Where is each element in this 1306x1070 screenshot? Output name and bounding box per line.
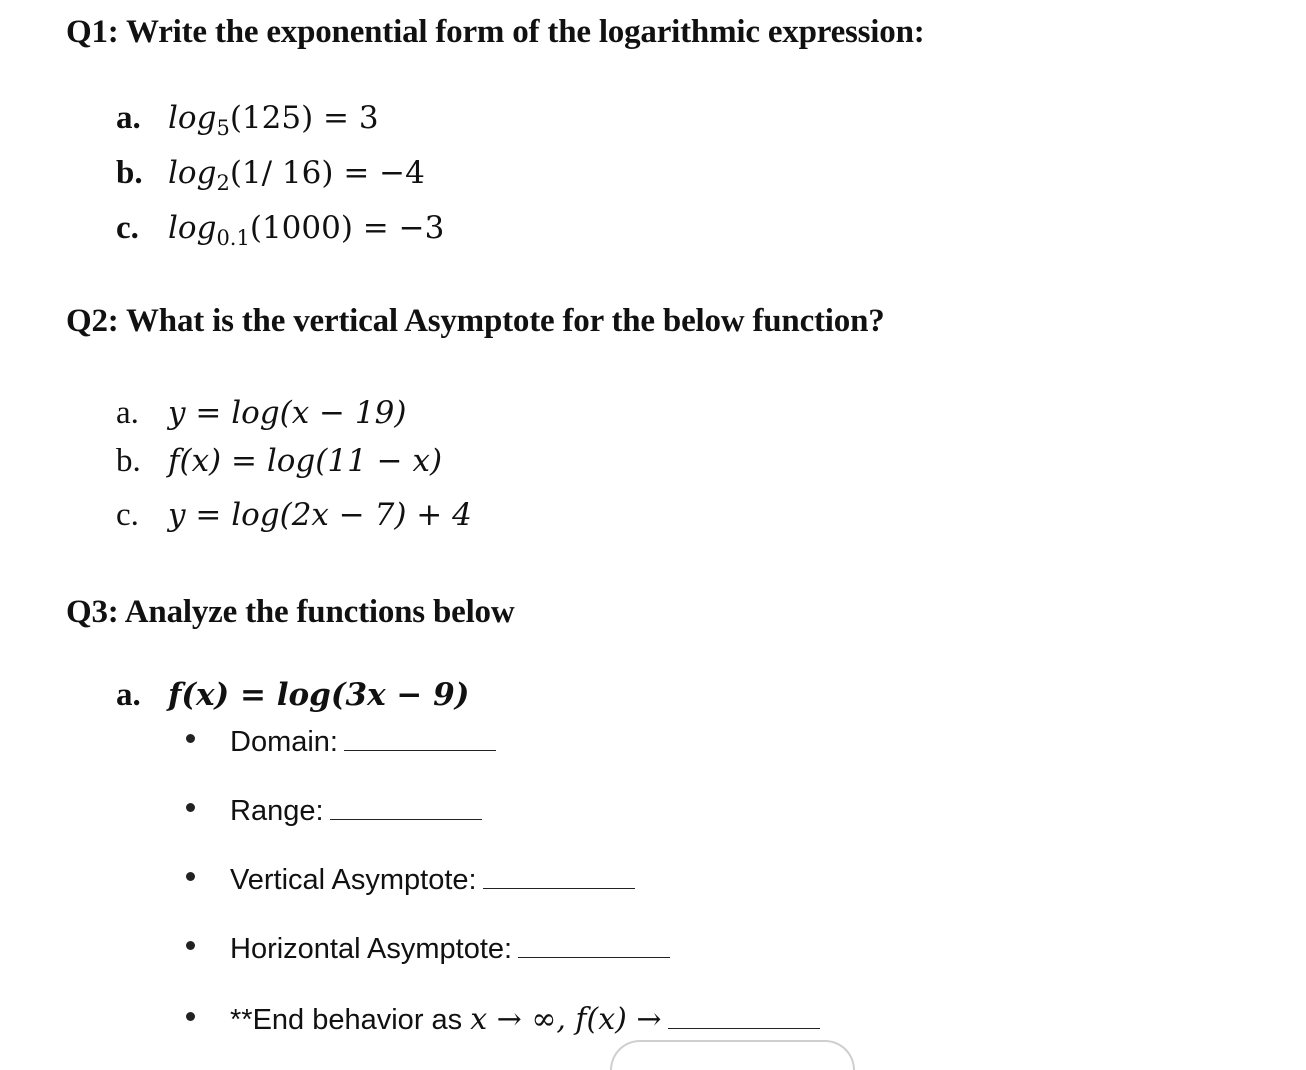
item-letter: a.	[116, 395, 139, 431]
q2-title: Q2: What is the vertical Asymptote for the below function?	[66, 303, 885, 339]
end-behavior-label: **End behavior as	[230, 1004, 471, 1036]
q1-a-expression: $\log_5(125) = 3$	[168, 100, 379, 140]
bullet-domain	[186, 726, 496, 759]
item-letter: b.	[116, 443, 141, 479]
horizontal-asymptote-label: Horizontal Asymptote:	[230, 933, 513, 965]
q1-item-b	[116, 155, 425, 195]
partial-overlay-arc	[610, 1040, 855, 1070]
range-label: Range:	[230, 795, 324, 827]
item-letter: c.	[116, 497, 139, 533]
q3-a-expression: f(x) = log(3x − 9)	[168, 677, 470, 713]
end-behavior-math: x → ∞, f(x) →	[470, 1002, 662, 1037]
end-behavior-answer-blank[interactable]	[668, 1027, 820, 1029]
bullet-vertical-asymptote	[186, 864, 635, 897]
q2-a-expression: y = log(x − 19)	[168, 395, 407, 431]
q2-item-b	[116, 443, 442, 480]
bullet-icon	[186, 803, 195, 812]
domain-label: Domain:	[230, 726, 338, 758]
bullet-icon	[186, 734, 195, 743]
q2-item-c	[116, 497, 472, 534]
q3-title: Q3: Analyze the functions below	[66, 594, 515, 630]
item-letter: a.	[116, 677, 141, 713]
q1-title: Q1: Write the exponential form of the logarithmic expression:	[66, 14, 925, 50]
vertical-asymptote-label: Vertical Asymptote:	[230, 864, 477, 896]
q2-item-a	[116, 395, 406, 432]
q2-c-expression: y = log(2x − 7) + 4	[168, 497, 472, 533]
range-answer-blank[interactable]	[330, 818, 482, 820]
horizontal-asymptote-answer-blank[interactable]	[518, 956, 670, 958]
q1-item-a	[116, 100, 379, 140]
domain-answer-blank[interactable]	[344, 749, 496, 751]
bullet-icon	[186, 941, 195, 950]
q3-item-a	[116, 677, 469, 714]
q1-b-expression: $\log_2(1/$ 16) = −4	[168, 155, 425, 195]
item-letter: b.	[116, 155, 143, 191]
bullet-icon	[186, 872, 195, 881]
item-letter: c.	[116, 210, 139, 246]
q2-b-expression: f(x) = log(11 − x)	[168, 443, 443, 479]
q1-item-c	[116, 210, 445, 250]
bullet-icon	[186, 1012, 195, 1021]
bullet-range	[186, 795, 482, 828]
bullet-horizontal-asymptote	[186, 933, 670, 966]
item-letter: a.	[116, 100, 141, 136]
bullet-end-behavior	[186, 1002, 820, 1037]
vertical-asymptote-answer-blank[interactable]	[483, 887, 635, 889]
q1-c-expression: $\log_{0.1}(1000) = -3$	[168, 210, 445, 250]
